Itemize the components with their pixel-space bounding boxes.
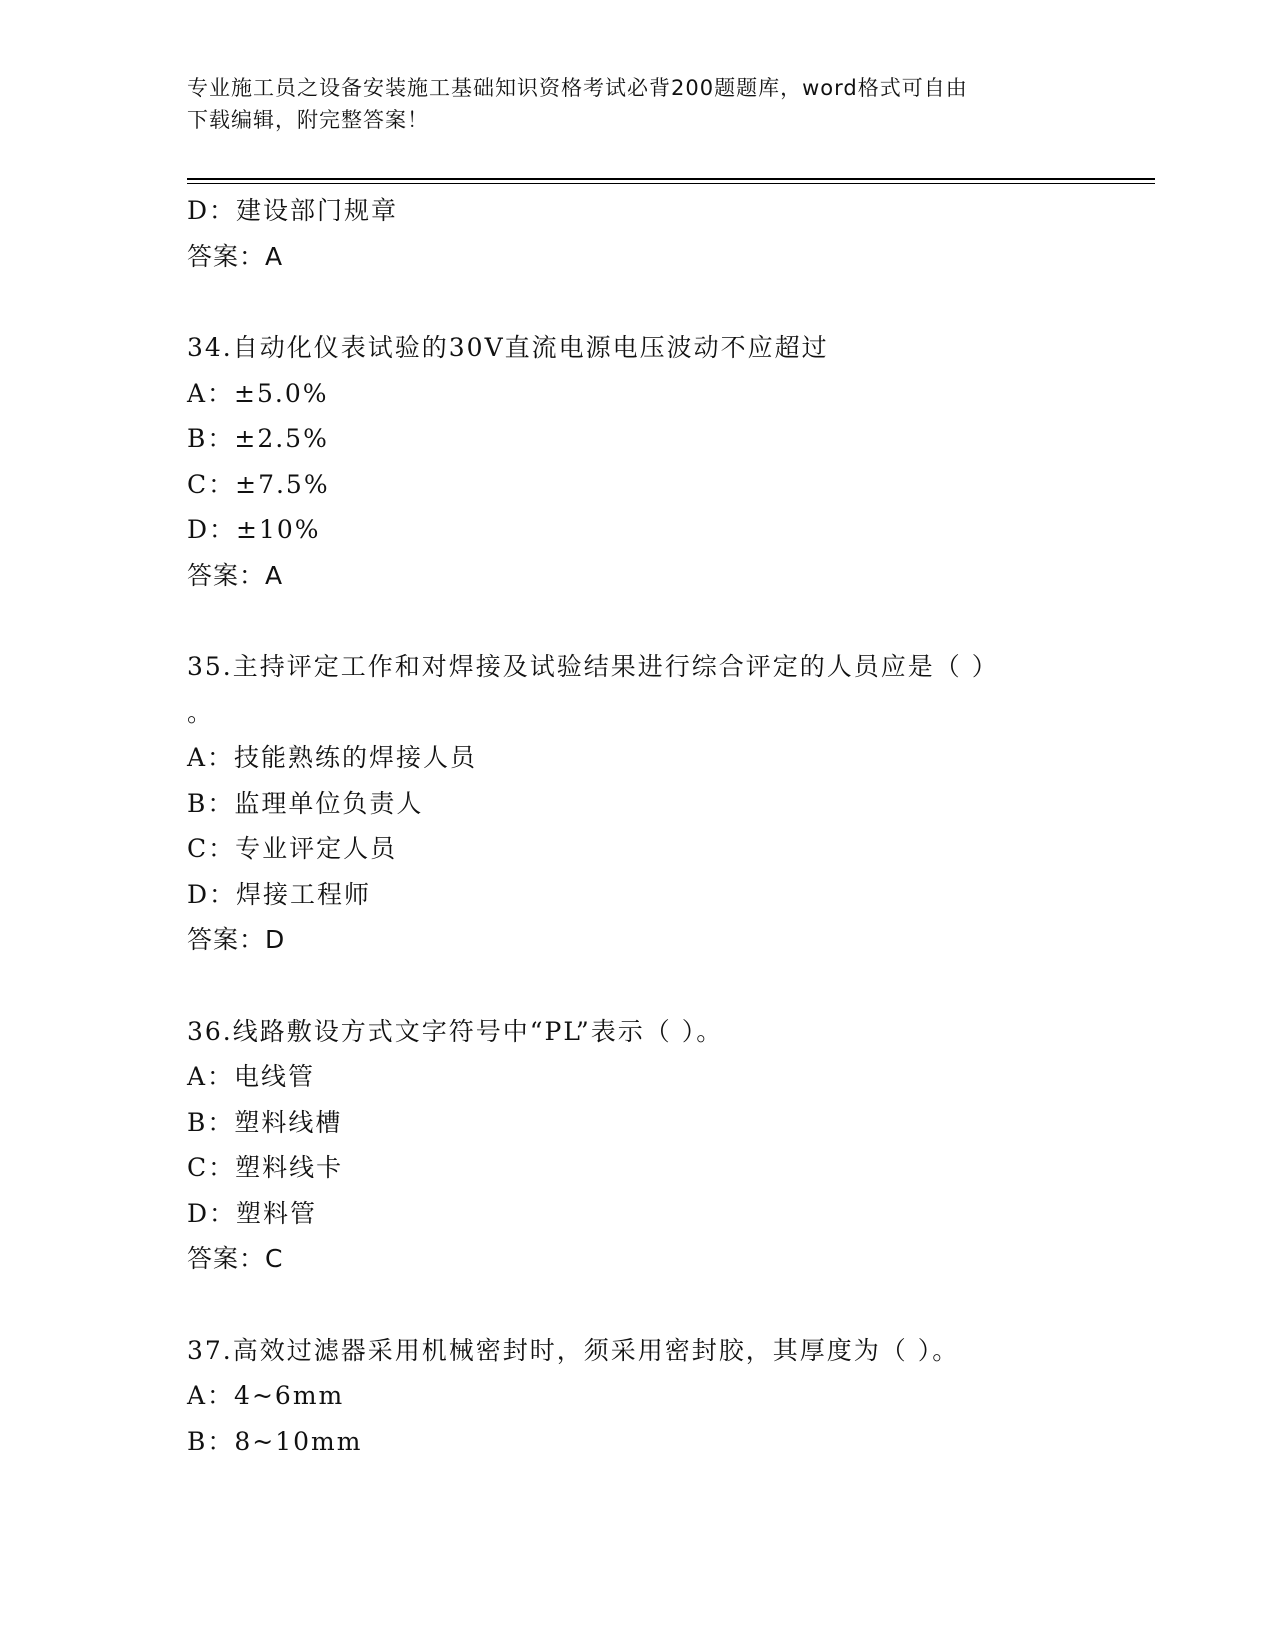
- option-b: B：8~10mm: [187, 1426, 363, 1456]
- question-stem: 34.自动化仪表试验的30V直流电源电压波动不应超过: [187, 333, 829, 362]
- option-d: D：±10%: [187, 515, 321, 544]
- question-list: [187, 188, 1087, 1464]
- document-header: [187, 72, 1087, 136]
- header-line-2: 下载编辑，附完整答案！: [187, 108, 429, 132]
- question-36: [187, 1009, 1087, 1282]
- header-rule-thin: [187, 183, 1155, 184]
- question-stem: 35.主持评定工作和对焊接及试验结果进行综合评定的人员应是（ ）: [187, 652, 999, 681]
- option-b: B：±2.5%: [187, 424, 329, 453]
- question-stem-continuation: 。: [187, 697, 215, 727]
- option-a: A：电线管: [187, 1062, 316, 1091]
- option-a: A：技能熟练的焊接人员: [187, 743, 478, 772]
- option-a: A：4~6mm: [187, 1381, 345, 1410]
- question-37: [187, 1328, 1087, 1465]
- spacer: [187, 279, 1087, 325]
- question-34: [187, 325, 1087, 598]
- option-c: C：专业评定人员: [187, 834, 398, 863]
- header-line-1: 专业施工员之设备安装施工基础知识资格考试必背200题题库，word格式可自由: [187, 76, 968, 100]
- header-rule-thick: [187, 178, 1155, 180]
- option-b: B：塑料线槽: [187, 1107, 343, 1137]
- question-stem: 37.高效过滤器采用机械密封时，须采用密封胶，其厚度为（ ）。: [187, 1335, 960, 1365]
- spacer: [187, 598, 1087, 644]
- option-c: C：塑料线卡: [187, 1153, 344, 1182]
- prev-option-d: D：建设部门规章: [187, 196, 399, 225]
- option-a: A：±5.0%: [187, 378, 329, 408]
- prev-answer: 答案：A: [187, 241, 284, 271]
- option-c: C：±7.5%: [187, 469, 330, 499]
- option-d: D：焊接工程师: [187, 879, 372, 909]
- answer: 答案：D: [187, 925, 286, 954]
- question-35: [187, 644, 1087, 963]
- option-b: B：监理单位负责人: [187, 788, 424, 818]
- option-d: D：塑料管: [187, 1198, 318, 1228]
- spacer: [187, 1282, 1087, 1328]
- question-stem: 36.线路敷设方式文字符号中“PL”表示（ ）。: [187, 1016, 724, 1046]
- answer: 答案：C: [187, 1244, 284, 1273]
- spacer: [187, 963, 1087, 1009]
- answer: 答案：A: [187, 560, 284, 590]
